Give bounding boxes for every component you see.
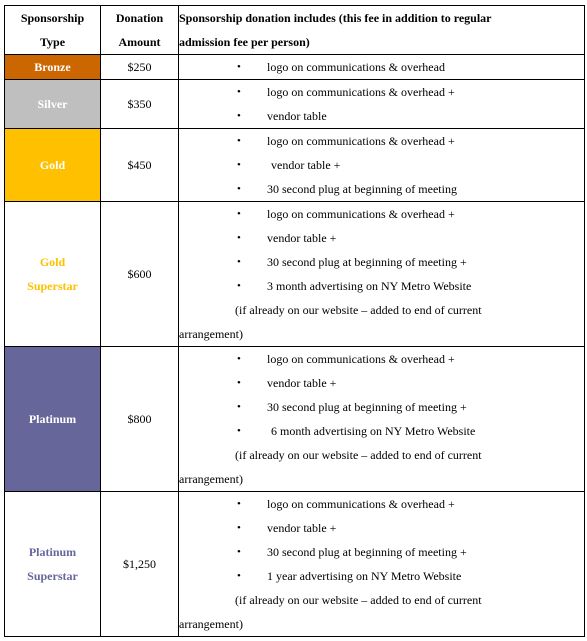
tier-name: Superstar (27, 279, 78, 293)
header-line: Sponsorship (20, 11, 85, 25)
header-row (5, 6, 585, 55)
tier-row-silver (5, 80, 585, 129)
note-text: (if already on our website – added to end of current (235, 448, 482, 462)
donation-amount: $250 (101, 55, 179, 80)
benefit-item (179, 564, 584, 588)
benefit-item (179, 419, 584, 443)
benefit-item (179, 516, 584, 540)
benefit-text: 30 second plug at beginning of meeting + (267, 545, 467, 559)
benefit-text: vendor table + (267, 521, 337, 535)
tier-name-cell (5, 492, 101, 637)
tier-name-cell (5, 55, 101, 80)
includes-cell (179, 202, 585, 347)
benefit-item (179, 226, 584, 250)
benefit-item (179, 80, 584, 104)
benefit-item (179, 347, 584, 371)
bullet-icon: • (237, 183, 241, 195)
tier-name-cell (5, 80, 101, 129)
benefit-note (179, 467, 584, 491)
tier-name: Silver (37, 97, 68, 111)
note-text: arrangement) (179, 472, 243, 486)
benefit-text: logo on communications & overhead + (267, 85, 455, 99)
benefit-text: logo on communications & overhead + (267, 497, 455, 511)
includes-cell (179, 55, 585, 80)
benefit-item (179, 492, 584, 516)
bullet-icon: • (237, 570, 241, 582)
benefit-item (179, 55, 584, 79)
tier-name-cell (5, 347, 101, 492)
benefit-note (179, 443, 584, 467)
tier-name: Platinum (28, 545, 77, 559)
benefit-item (179, 104, 584, 128)
note-text: arrangement) (179, 327, 243, 341)
bullet-icon: • (237, 401, 241, 413)
benefit-text: 1 year advertising on NY Metro Website (267, 569, 462, 583)
bullet-icon: • (237, 232, 241, 244)
tier-name: Platinum (28, 412, 77, 426)
tier-name: Bronze (34, 60, 71, 74)
header-line: Donation (115, 11, 164, 25)
header-line: Amount (118, 35, 161, 49)
benefit-note (179, 322, 584, 346)
donation-amount: $350 (101, 80, 179, 129)
tier-row-gold-superstar (5, 202, 585, 347)
tier-name: Superstar (27, 569, 78, 583)
bullet-icon: • (237, 546, 241, 558)
bullet-icon: • (237, 135, 241, 147)
tier-name-cell (5, 202, 101, 347)
benefit-text: logo on communications & overhead + (267, 134, 455, 148)
benefit-item (179, 274, 584, 298)
sponsorship-table (4, 5, 585, 637)
includes-cell (179, 80, 585, 129)
tier-row-gold (5, 129, 585, 202)
benefit-item (179, 395, 584, 419)
header-line: Sponsorship donation includes (this fee in addition to regular (179, 11, 492, 25)
bullet-icon: • (237, 208, 241, 220)
benefit-text: logo on communications & overhead + (267, 207, 455, 221)
donation-amount: $800 (101, 347, 179, 492)
benefit-text: 30 second plug at beginning of meeting + (267, 400, 467, 414)
bullet-icon: • (237, 159, 241, 171)
benefit-text: logo on communications & overhead (267, 60, 445, 74)
header-donation-amount (101, 6, 179, 55)
header-sponsorship-type (5, 6, 101, 55)
tier-row-platinum-superstar (5, 492, 585, 637)
bullet-icon: • (237, 425, 241, 437)
benefit-item (179, 153, 584, 177)
benefit-text: vendor table + (271, 158, 341, 172)
benefit-text: 3 month advertising on NY Metro Website (267, 279, 472, 293)
bullet-icon: • (237, 377, 241, 389)
bullet-icon: • (237, 280, 241, 292)
donation-amount: $600 (101, 202, 179, 347)
note-text: (if already on our website – added to end of current (235, 593, 482, 607)
bullet-icon: • (237, 522, 241, 534)
benefit-text: logo on communications & overhead + (267, 352, 455, 366)
benefit-text: 30 second plug at beginning of meeting (267, 182, 457, 196)
benefit-note (179, 588, 584, 612)
benefit-note (179, 612, 584, 636)
includes-cell (179, 129, 585, 202)
bullet-icon: • (237, 256, 241, 268)
tier-name-cell (5, 129, 101, 202)
donation-amount: $450 (101, 129, 179, 202)
bullet-icon: • (237, 61, 241, 73)
benefit-item (179, 250, 584, 274)
tier-row-platinum (5, 347, 585, 492)
bullet-icon: • (237, 498, 241, 510)
benefit-item (179, 202, 584, 226)
tier-name: Gold (39, 255, 66, 269)
benefit-text: 6 month advertising on NY Metro Website (271, 424, 476, 438)
includes-cell (179, 347, 585, 492)
benefit-text: vendor table + (267, 376, 337, 390)
benefit-text: vendor table + (267, 231, 337, 245)
benefit-item (179, 371, 584, 395)
bullet-icon: • (237, 353, 241, 365)
tier-name: Gold (39, 158, 66, 172)
header-line: Type (39, 35, 66, 49)
note-text: (if already on our website – added to end of current (235, 303, 482, 317)
header-includes (179, 6, 585, 55)
tier-row-bronze (5, 55, 585, 80)
bullet-icon: • (237, 86, 241, 98)
benefit-text: vendor table (267, 109, 327, 123)
benefit-note (179, 298, 584, 322)
benefit-item (179, 540, 584, 564)
benefit-text: 30 second plug at beginning of meeting + (267, 255, 467, 269)
benefit-item (179, 177, 584, 201)
note-text: arrangement) (179, 617, 243, 631)
header-line: admission fee per person) (179, 35, 310, 49)
bullet-icon: • (237, 110, 241, 122)
benefit-item (179, 129, 584, 153)
includes-cell (179, 492, 585, 637)
donation-amount: $1,250 (101, 492, 179, 637)
